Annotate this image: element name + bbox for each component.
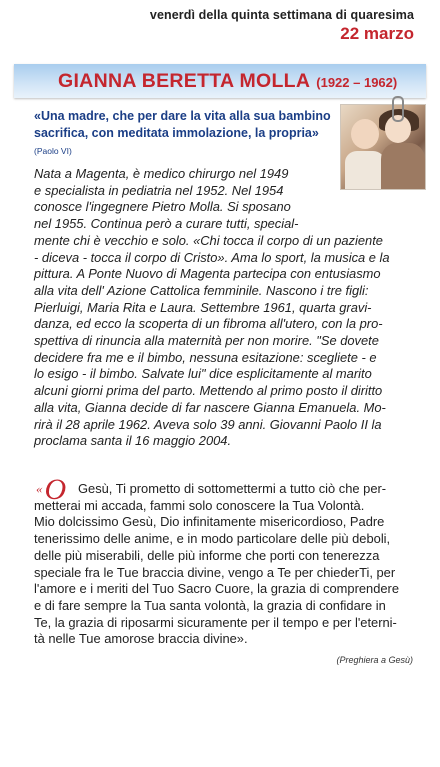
prayer-source: (Preghiera a Gesù): [336, 655, 413, 665]
liturgical-day: venerdì della quinta settimana di quaresima: [149, 8, 414, 22]
paperclip-icon: [392, 96, 404, 122]
saint-name: GIANNA BERETTA MOLLA: [58, 70, 311, 92]
quote-text: «Una madre, che per dare la vita alla sua bambino sacrifica, con meditata immolazione, la propria»: [34, 109, 331, 140]
date-label: 22 marzo: [340, 24, 414, 43]
saint-name-row: [58, 70, 397, 93]
prayer-text: Gesù, Ti prometto di sottomettermi a tutto ciò che per- metterai mi accada, fammi solo conoscere la Tua Volontà. Mio dolcissimo Gesù, Dio infinitamente misericordioso, Padre tenerissimo delle anime, e in modo particolare delle più deboli, delle più miserabili, delle più informe che porti con tenerezza speciale fra le Tue braccia divine, vengo a Te per chiederTi, per l'amore e i meriti del Tuo Sacro Cuore, la grazia di comprendere e di fare sempre la Tua santa volontà, la grazia di confidare in Te, la grazia di riposarmi sicuramente per il tempo e per l'eterni- tà nelle Tue amorose braccia divine».: [34, 481, 399, 647]
biography-text: Nata a Magenta, è medico chirurgo nel 1949 e specialista in pediatria nel 1952. Nel 1954 conosce l'ingegnere Pietro Molla. Si sposano nel 1955. Continua però a curare tutti, special- mente chi è vecchio e solo. «Chi tocca il corpo di un paziente - diceva - tocca il corpo di Cristo». Ama lo sport, la musica e la pittura. A Ponte Nuovo di Magenta partecipa con entusiasmo alla vita dell' Azione Cattolica femminile. Nascono i tre figli: Pierluigi, Maria Rita e Laura. Settembre 1961, quarta gravi- danza, ed ecco la scoperta di un fibroma all'utero, con la pro- spettiva di rinuncia alla maternità per non morire. "Se dovete decidere fra me e il bimbo, nessuna esitazione: scegliete - e lo esigo - il bimbo. Salvate lui" dice esplicitamente al marito alcuni giorni prima del parto. Mettendo al primo posto il diritto alla vita, Gianna decide di far nascere Gianna Emanuela. Mo- rirà il 28 aprile 1962. Aveva solo 39 anni. Giovanni Paolo II la proclama santa il 16 maggio 2004.: [34, 166, 390, 449]
quote-source: (Paolo VI): [34, 146, 72, 156]
open-quote-mark: «: [36, 481, 43, 496]
saint-banner: [14, 64, 426, 98]
page-header: [150, 8, 414, 44]
dropcap-letter: O: [44, 473, 67, 506]
opening-quote: [34, 108, 334, 160]
saint-years: (1922 – 1962): [316, 75, 398, 90]
